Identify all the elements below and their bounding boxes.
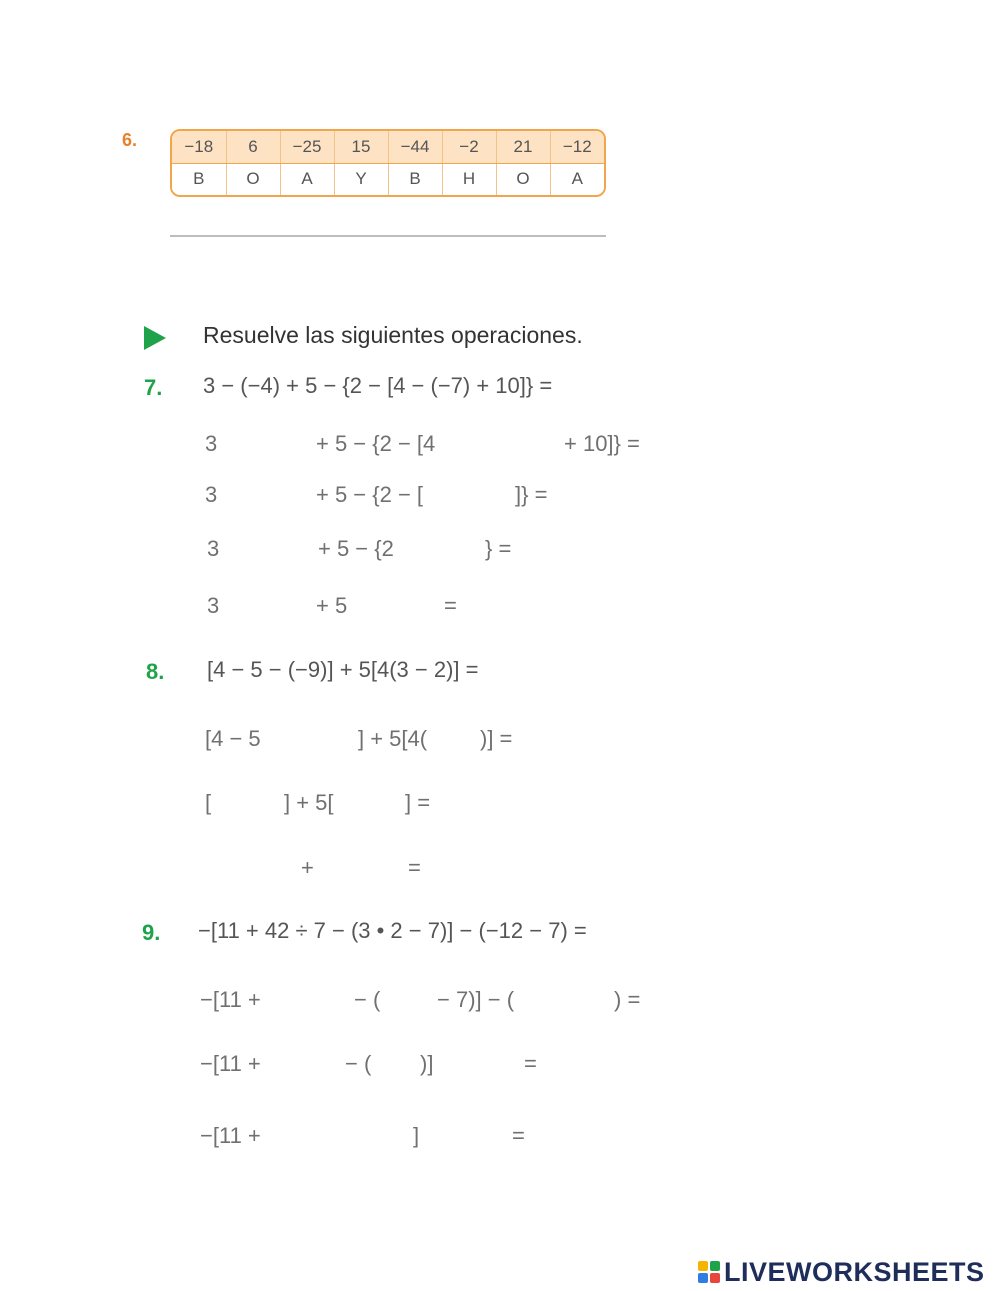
exercise-7-step3-a: 3 [207,536,220,561]
exercise-9-number: 9. [142,920,161,945]
play-icon [144,326,166,350]
exercise-6-number: 6. [122,130,138,150]
cipher-value: −2 [442,131,496,163]
cipher-letter: H [442,163,496,195]
exercise-7-number: 7. [144,375,163,400]
exercise-8-step2-a: [ [205,790,212,815]
cipher-letter: Y [334,163,388,195]
logo-block [698,1273,708,1283]
cipher-value: 15 [334,131,388,163]
exercise-7-step1-b: + 5 − {2 − [4 [316,431,436,456]
cipher-letter: O [496,163,550,195]
exercise-8-step3-a: + [301,855,314,880]
cipher-value: −44 [388,131,442,163]
cipher-value: 6 [226,131,280,163]
cipher-value: −12 [550,131,604,163]
exercise-7-step3-b: + 5 − {2 [318,536,394,561]
cipher-table [170,129,606,197]
cipher-value: −25 [280,131,334,163]
exercise-8-number: 8. [146,659,165,684]
instruction-text: Resuelve las siguientes operaciones. [203,322,583,348]
exercise-8-step2-c: ] = [405,790,431,815]
exercise-8-statement: [4 − 5 − (−9)] + 5[4(3 − 2)] = [207,657,479,682]
exercise-8-step1-c: )] = [480,726,513,751]
cipher-letter: O [226,163,280,195]
exercise-9-step1-b: − ( [354,987,381,1012]
logo-text: LIVEWORKSHEETS [724,1256,985,1287]
exercise-9-step3-a: −[11 + [200,1123,261,1148]
exercise-9-step1-d: ) = [614,987,641,1012]
logo-block [710,1273,720,1283]
cipher-value: −18 [172,131,226,163]
exercise-9-step1-c: − 7)] − ( [437,987,515,1012]
exercise-8-step2-b: ] + 5[ [284,790,334,815]
exercise-9-step2-d: = [524,1051,537,1076]
exercise-8-step1-a: [4 − 5 [205,726,261,751]
exercise-9-step2-b: − ( [345,1051,372,1076]
exercise-7-step2-c: ]} = [515,482,548,507]
logo-blocks-icon [698,1261,720,1283]
exercise-9-step3-b: ] [413,1123,420,1148]
exercise-7-step1-c: + 10]} = [564,431,640,456]
exercise-9-step3-c: = [512,1123,525,1148]
exercise-7-statement: 3 − (−4) + 5 − {2 − [4 − (−7) + 10]} = [203,373,553,398]
logo-block [698,1261,708,1271]
exercise-9-statement: −[11 + 42 ÷ 7 − (3 • 2 − 7)] − (−12 − 7) = [198,918,587,943]
logo-block [710,1261,720,1271]
cipher-letter: A [550,163,604,195]
exercise-8-step1-b: ] + 5[4( [358,726,428,751]
cipher-letter: A [280,163,334,195]
exercise-9-step2-a: −[11 + [200,1051,261,1076]
exercise-7-step4-b: + 5 [316,593,348,618]
exercise-7-step1-a: 3 [205,431,218,456]
cipher-value: 21 [496,131,550,163]
exercise-7-step3-c: } = [485,536,512,561]
cipher-letter: B [172,163,226,195]
exercise-7-step4-a: 3 [207,593,220,618]
exercise-9-step2-c: )] [420,1051,434,1076]
exercise-7-step4-c: = [444,593,457,618]
exercise-7-step2-b: + 5 − {2 − [ [316,482,424,507]
exercise-9-step1-a: −[11 + [200,987,261,1012]
answer-line-6[interactable] [170,235,606,237]
exercise-8-step3-b: = [408,855,421,880]
liveworksheets-logo [698,1257,985,1287]
exercise-7-step2-a: 3 [205,482,218,507]
cipher-letter: B [388,163,442,195]
